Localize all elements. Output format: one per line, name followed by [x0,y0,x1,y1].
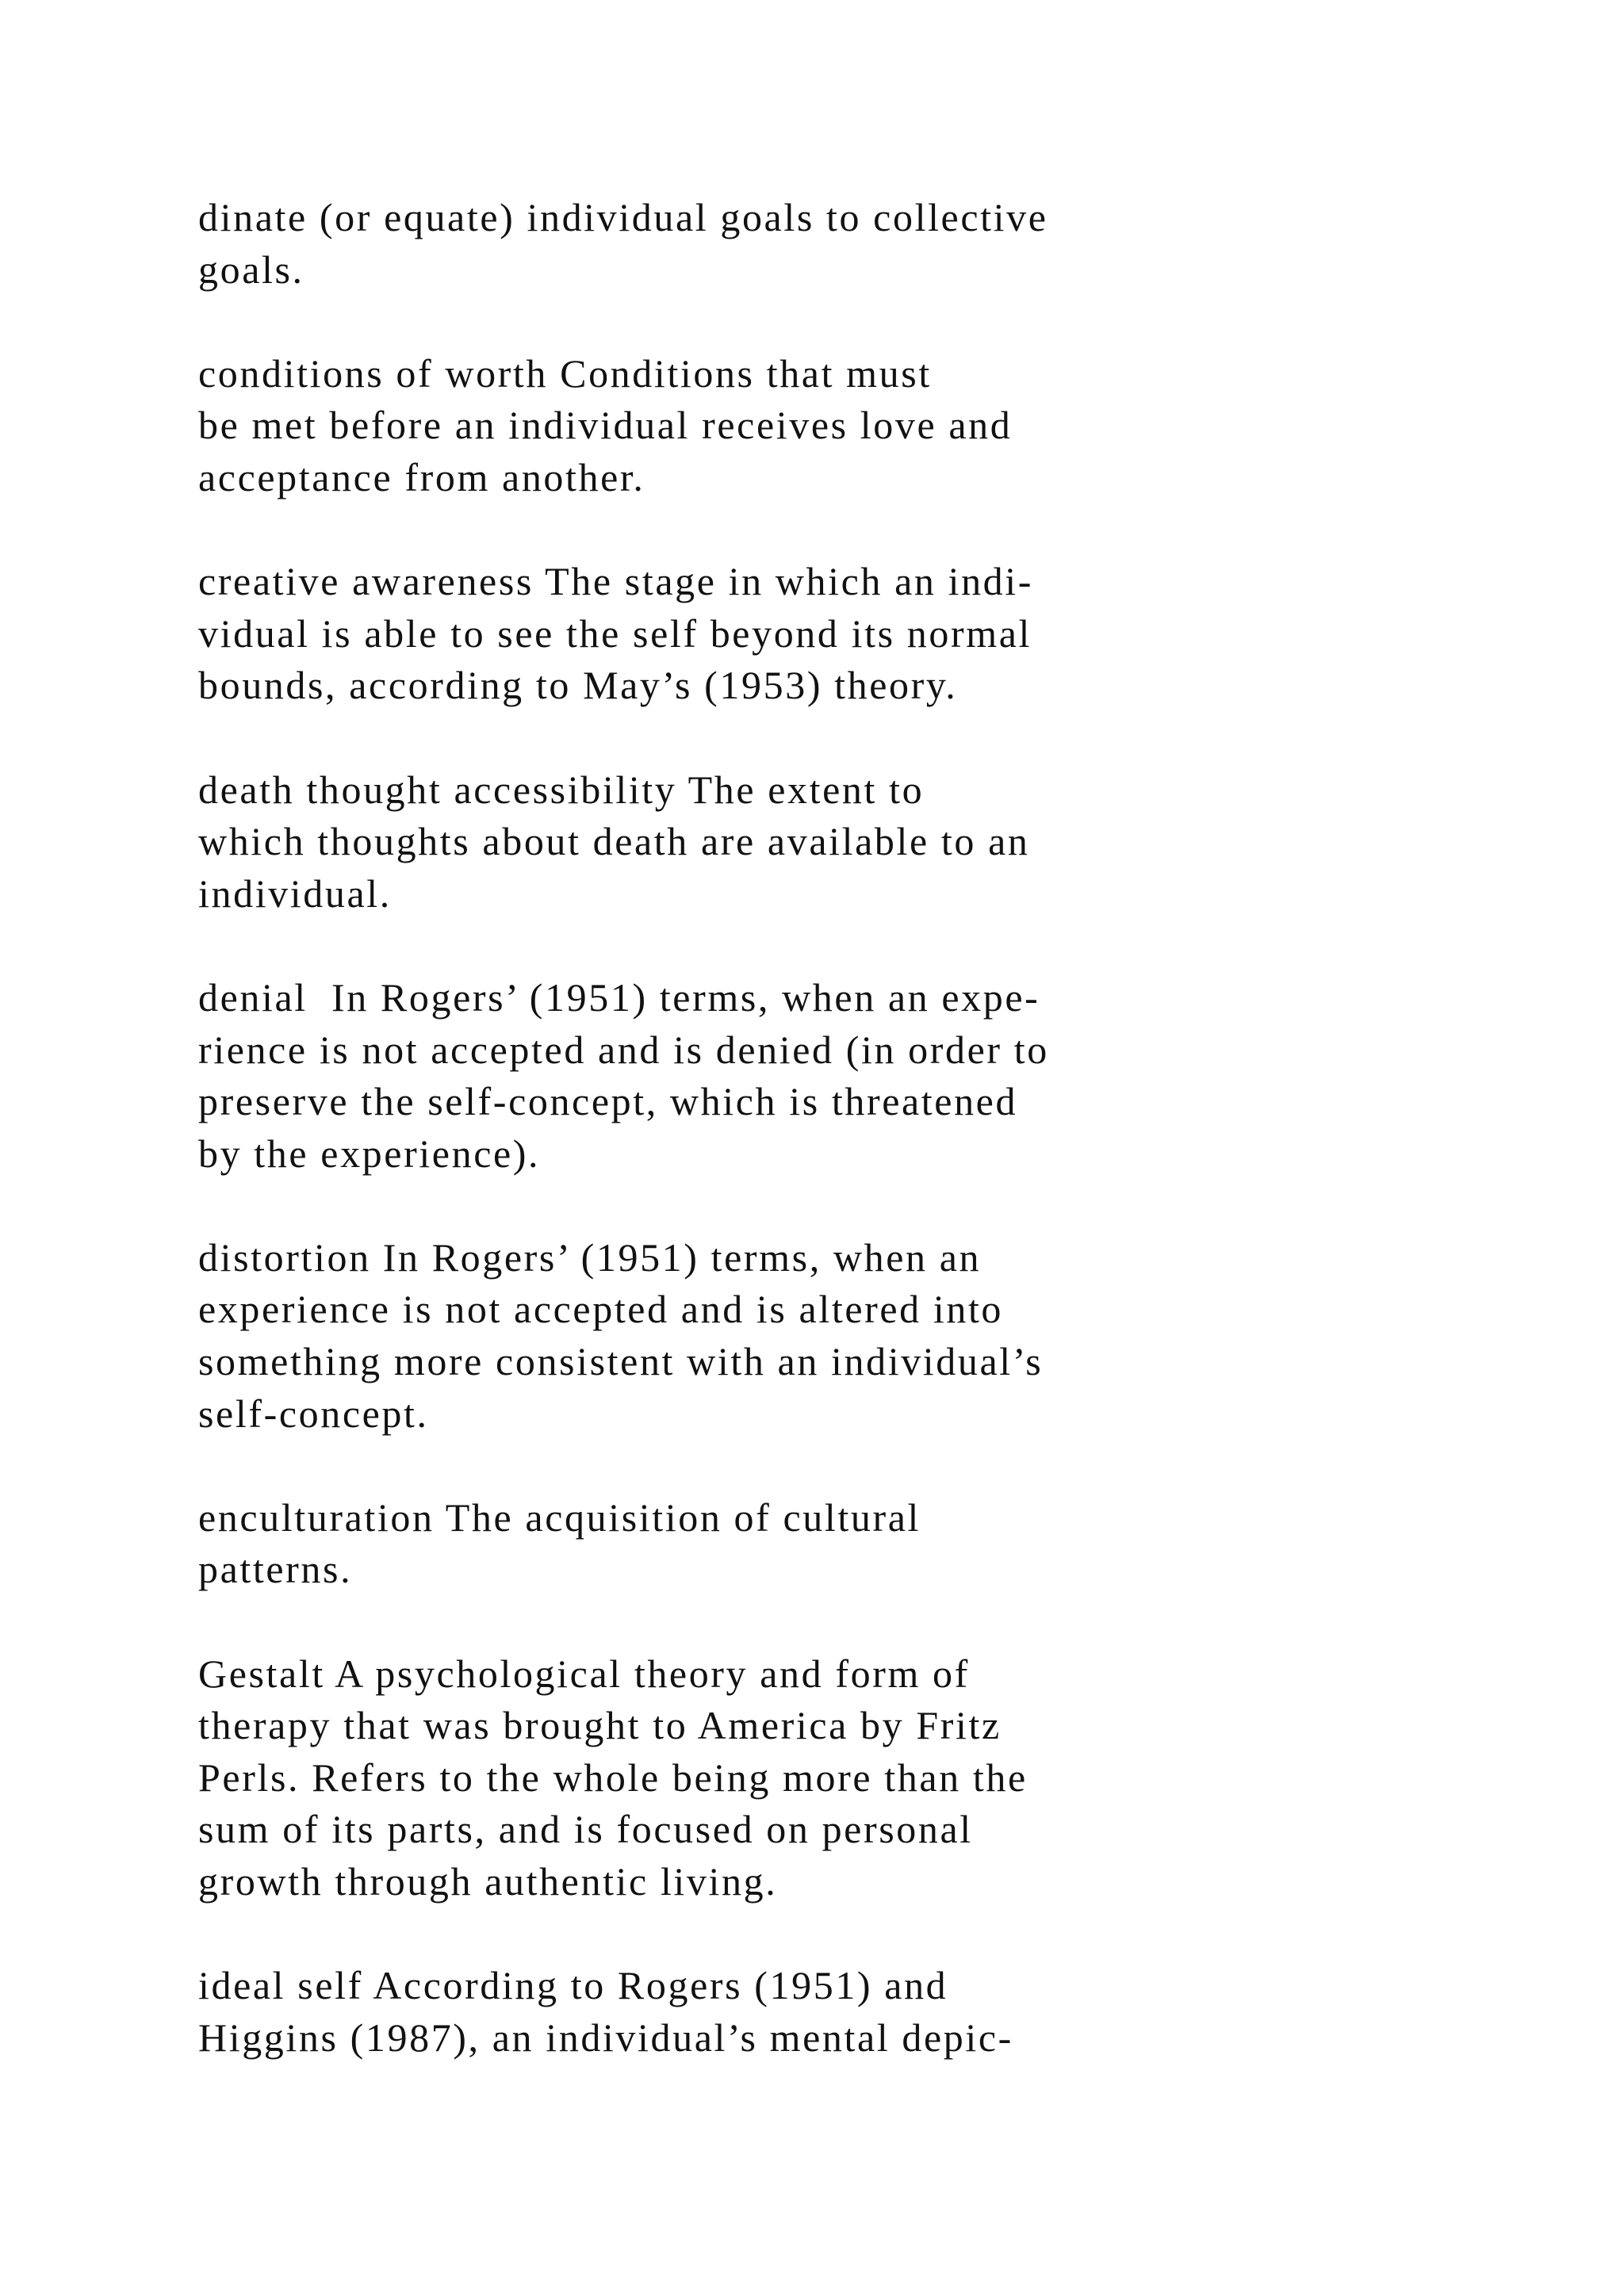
text-line: therapy that was brought to America by Fritz [198,1703,1002,1748]
glossary-entry-death-thought-accessibility [198,764,1348,920]
text-line: distortion In Rogers’ (1951) terms, when an [198,1234,982,1280]
text-line: ideal self According to Rogers (1951) and [198,1963,948,2008]
text-line: bounds, according to May’s (1953) theory. [198,663,958,708]
text-line: experience is not accepted and is altered into [198,1287,1004,1332]
text-line: death thought accessibility The extent to [198,767,925,812]
glossary-entry-enculturation [198,1492,1348,1596]
text-line: dinate (or equate) individual goals to collective [198,195,1048,239]
text-line: preserve the self-concept, which is threatened [198,1079,1018,1124]
glossary-entry-denial [198,972,1348,1180]
text-line: denial In Rogers’ (1951) terms, when an expe- [198,974,1040,1020]
text-line: creative awareness The stage in which an indi- [198,559,1034,604]
text-line: something more consistent with an individual’s [198,1339,1044,1384]
text-line: acceptance from another. [198,454,645,499]
glossary-entry-distortion [198,1232,1348,1440]
text-line: conditions of worth Conditions that must [198,350,932,396]
text-line: enculturation The acquisition of cultural [198,1494,921,1540]
glossary-text [198,192,1348,2116]
text-line: goals. [198,247,304,292]
glossary-entry-conditions-of-worth [198,348,1348,504]
glossary-entry-collectivism-continued [198,192,1348,296]
text-line: rience is not accepted and is denied (in order to [198,1027,1049,1072]
text-line: Perls. Refers to the whole being more than the [198,1755,1028,1800]
text-line: Higgins (1987), an individual’s mental depic- [198,2015,1013,2060]
text-line: individual. [198,871,392,916]
glossary-entry-creative-awareness [198,556,1348,712]
text-line: patterns. [198,1547,353,1592]
text-line: be met before an individual receives love and [198,403,1013,448]
text-line: self-concept. [198,1391,429,1436]
text-line: by the experience). [198,1131,541,1176]
text-line: vidual is able to see the self beyond its normal [198,610,1032,656]
text-line: Gestalt A psychological theory and form of [198,1651,970,1696]
text-line: growth through authentic living. [198,1859,778,1904]
glossary-entry-ideal-self [198,1960,1348,2064]
text-line: sum of its parts, and is focused on personal [198,1807,973,1852]
glossary-entry-gestalt [198,1648,1348,1908]
text-line: which thoughts about death are available to an [198,819,1030,864]
